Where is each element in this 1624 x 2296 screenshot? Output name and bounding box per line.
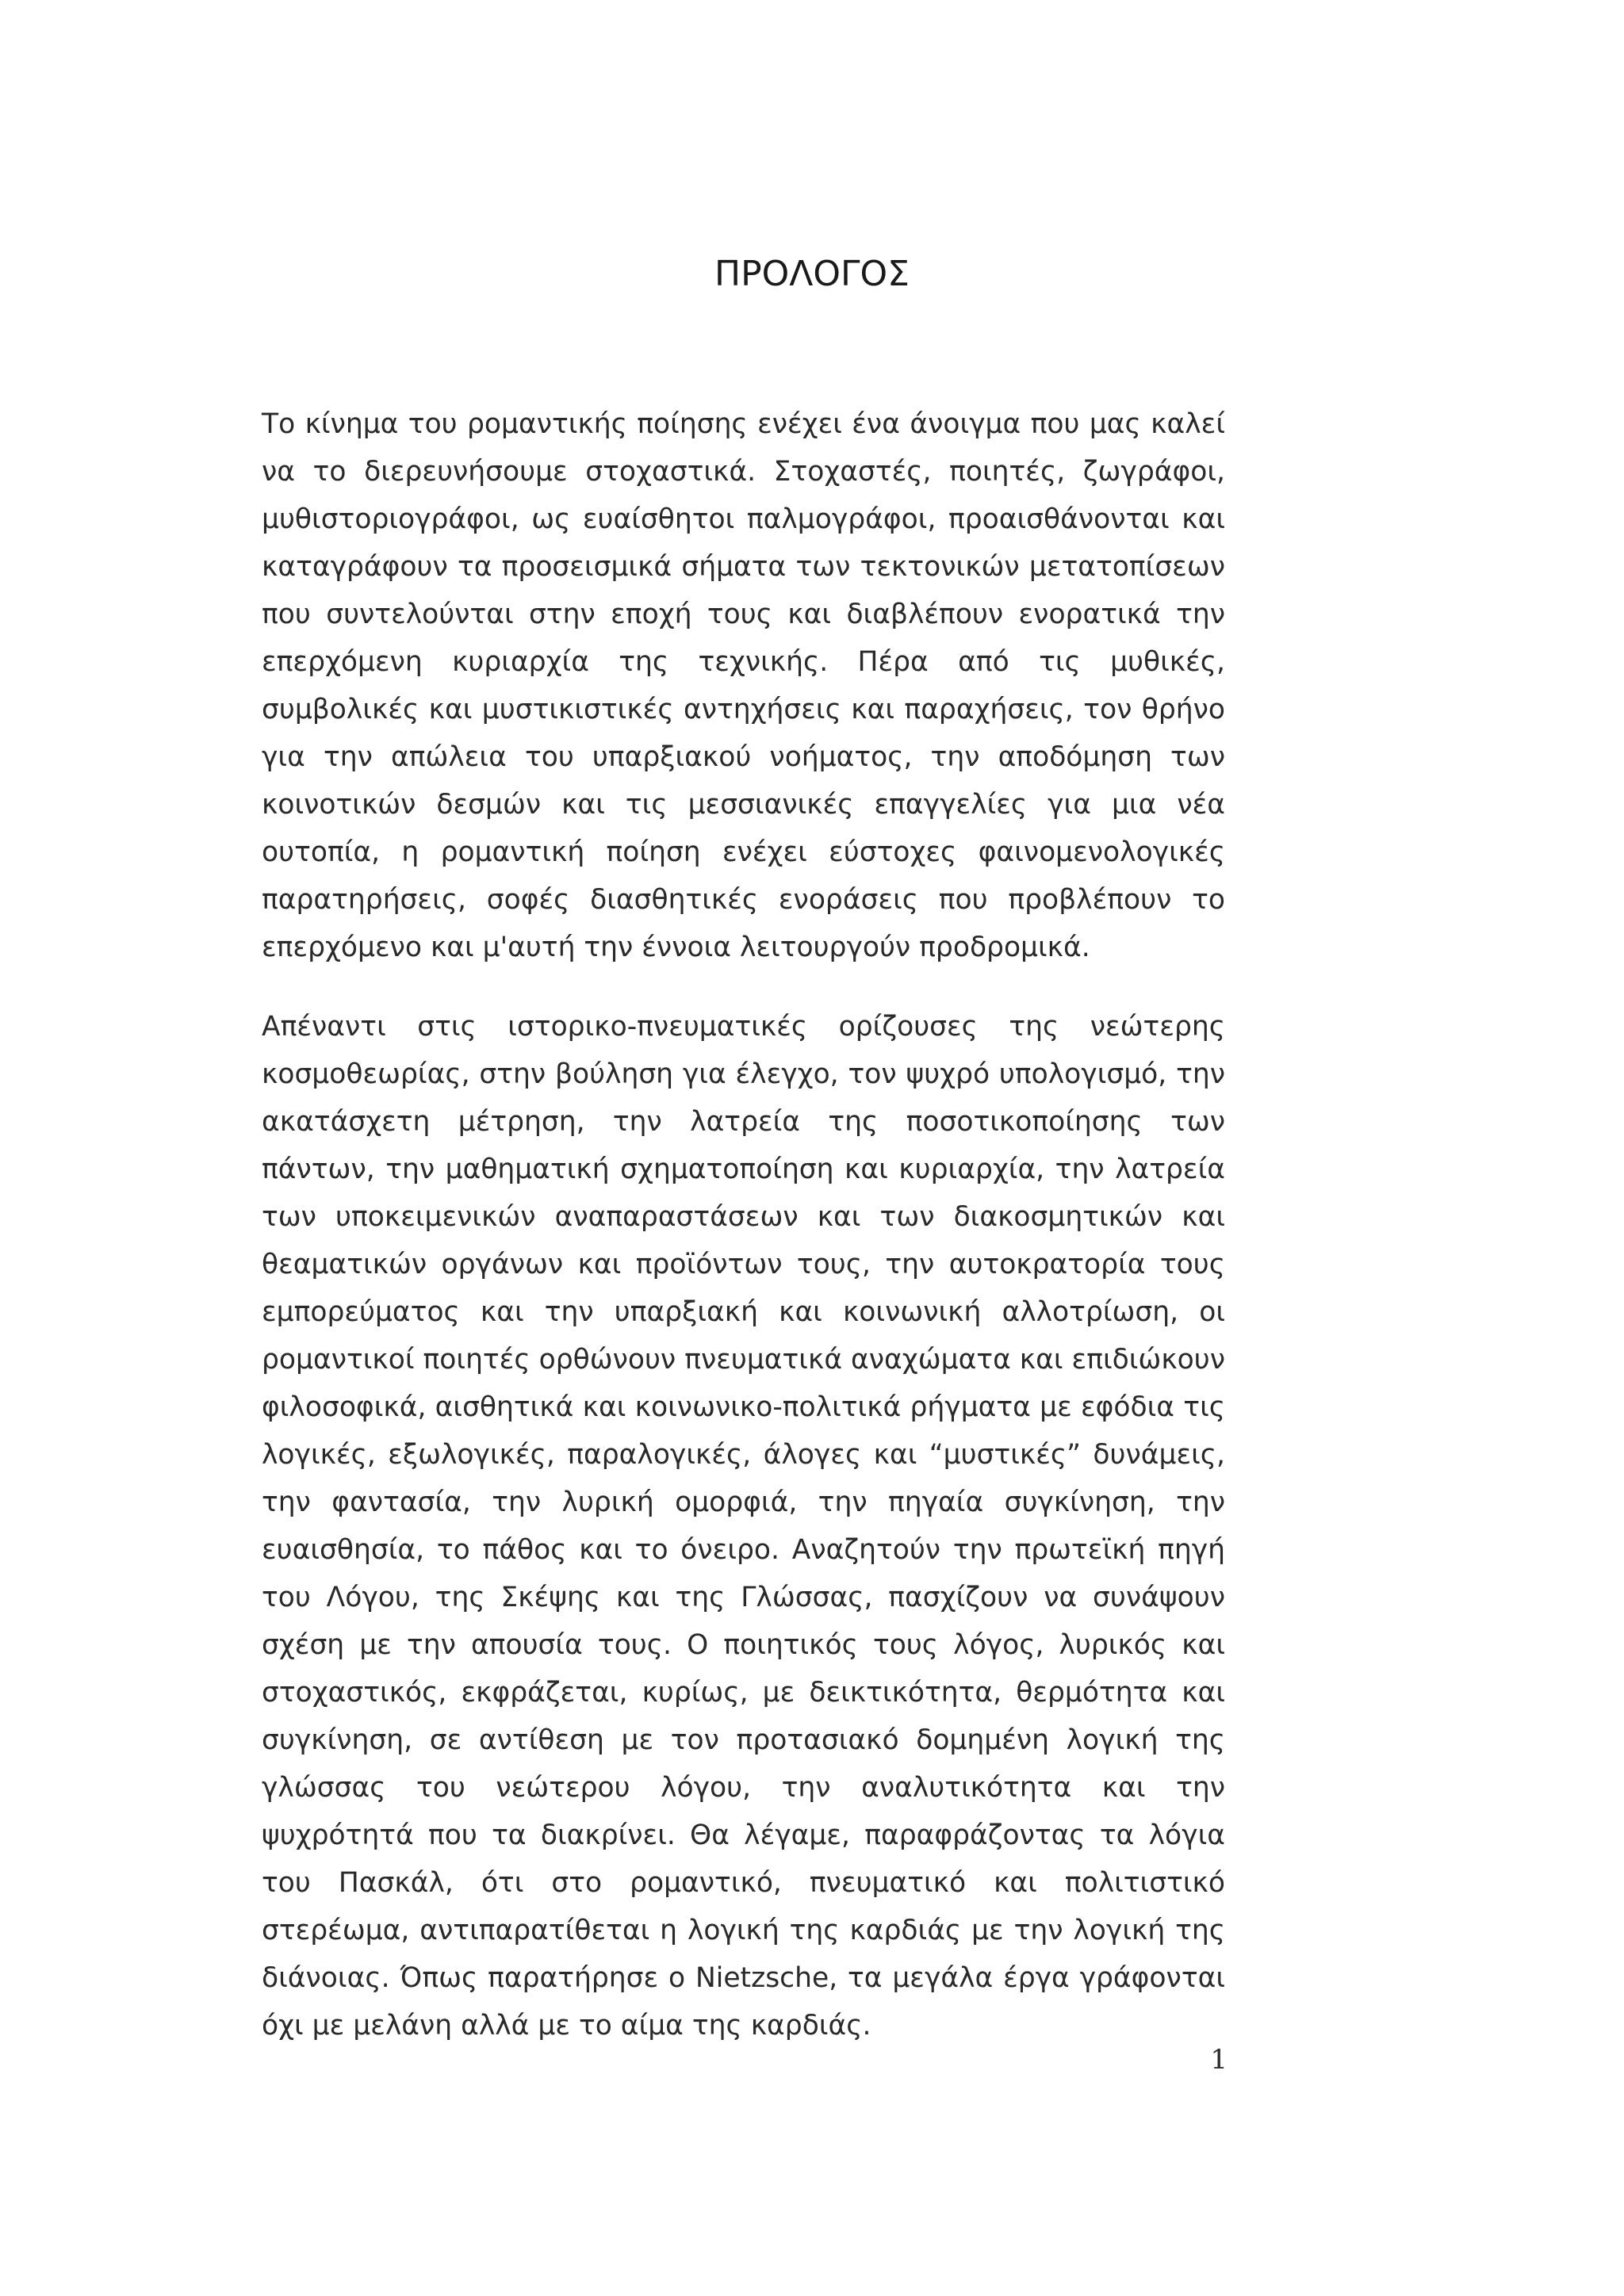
chapter-title: ΠΡΟΛΟΓΟΣ <box>714 254 910 294</box>
body-text <box>262 400 1225 2049</box>
paragraph: Το κίνημα του ρομαντικής ποίησης ενέχει ένα άνοιγμα που μας καλεί να το διερευνήσουμε στοχαστικά. Στοχαστές, ποιητές, ζωγράφοι, μυθιστοριογράφοι, ως ευαίσθητοι παλμογράφοι, προαισθάνονται και καταγράφουν τα προσεισμικά σήματα των τεκτονικών μετατοπίσεων που συντελούνται στην εποχή τους και διαβλέπουν ενορατικά την επερχόμενη κυριαρχία της τεχνικής. Πέρα από τις μυθικές, συμβολικές και μυστικιστικές αντηχήσεις και παραχήσεις, τον θρήνο για την απώλεια του υπαρξιακού νοήματος, την αποδόμηση των κοινοτικών δεσμών και τις μεσσιανικές επαγγελίες για μια νέα ουτοπία, η ρομαντική ποίηση ενέχει εύστοχες φαινομενολογικές παρατηρήσεις, σοφές διασθητικές ενοράσεις που προβλέπουν το επερχόμενο και μ'αυτή την έννοια λειτουργούν προδρομικά. <box>262 408 1225 963</box>
paragraph: Απέναντι στις ιστορικο-πνευματικές ορίζουσες της νεώτερης κοσμοθεωρίας, στην βούληση για έλεγχο, τον ψυχρό υπολογισμό, την ακατάσχετη μέτρηση, την λατρεία της ποσοτικοποίησης των πάντων, την μαθηματική σχηματοποίηση και κυριαρχία, την λατρεία των υποκειμενικών αναπαραστάσεων και των διακοσμητικών και θεαματικών οργάνων και προϊόντων τους, την αυτοκρατορία τους εμπορεύματος και την υπαρξιακή και κοινωνική αλλοτρίωση, οι ρομαντικοί ποιητές ορθώνουν πνευματικά αναχώματα και επιδιώκουν φιλοσοφικά, αισθητικά και κοινωνικο-πολιτικά ρήγματα με εφόδια τις λογικές, εξωλογικές, παραλογικές, άλογες και “μυστικές” δυνάμεις, την φαντασία, την λυρική ομορφιά, την πηγαία συγκίνηση, την ευαισθησία, το πάθος και το όνειρο. Αναζητούν την πρωτεϊκή πηγή του Λόγου, της Σκέψης και της Γλώσσας, πασχίζουν να συνάψουν σχέση με την απουσία τους. Ο ποιητικός τους λόγος, λυρικός και στοχαστικός, εκφράζεται, κυρίως, με δεικτικότητα, θερμότητα και συγκίνηση, σε αντίθεση με τον προτασιακό δομημένη λογική της γλώσσας του νεώτερου λόγου, την αναλυτικότητα και την ψυχρότητά που τα διακρίνει. Θα λέγαμε, παραφράζοντας τα λόγια του Πασκάλ, ότι στο ρομαντικό, πνευματικό και πολιτιστικό στερέωμα, αντιπαρατίθεται η λογική της καρδιάς με την λογική της διάνοιας. Όπως παρατήρησε ο Nietzsche, τα μεγάλα έργα γράφονται όχι με μελάνη αλλά με το αίμα της καρδιάς. <box>262 1011 1225 2042</box>
page-number: 1 <box>1210 2044 1228 2076</box>
